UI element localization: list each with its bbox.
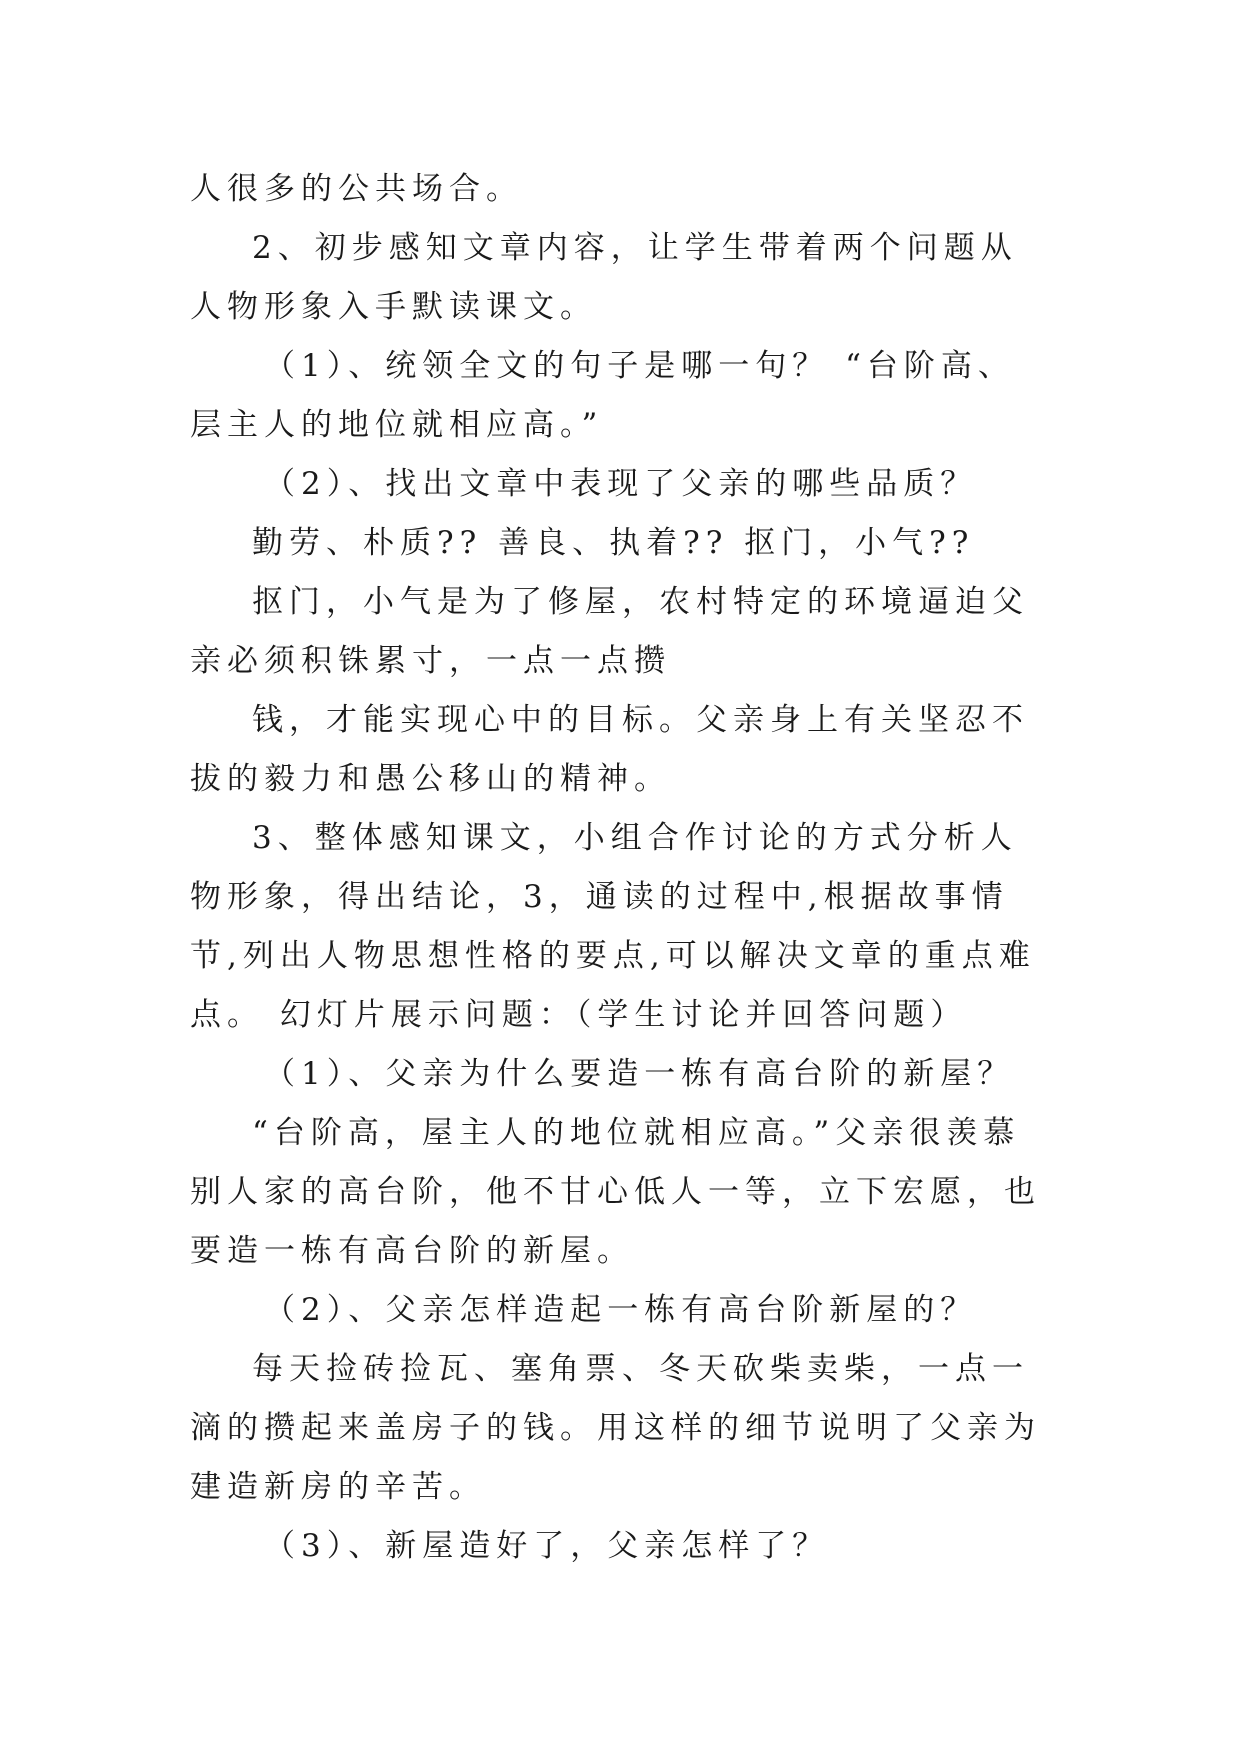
- paragraph-step-2: 2、初步感知文章内容，让学生带着两个问题从人物形象入手默读课文。: [190, 230, 1018, 325]
- paragraph-discussion-question-3: （3）、新屋造好了，父亲怎样了？: [264, 1528, 830, 1564]
- paragraph-step-3: 3、整体感知课文，小组合作讨论的方式分析人物形象，得出结论，3，通读的过程中,根据故事情节,列出人物思想性格的要点,可以解决文章的重点难点。 幻灯片展示问题：（学生讨论并回答问题）: [190, 820, 1036, 1033]
- paragraph-stingy-explanation: 抠门，小气是为了修屋，农村特定的环境逼迫父亲必须积铢累寸，一点一点攒: [190, 584, 1029, 679]
- paragraph-answer-2: 每天捡砖捡瓦、塞角票、冬天砍柴卖柴，一点一滴的攒起来盖房子的钱。用这样的细节说明了父亲为建造新房的辛苦。: [190, 1351, 1041, 1505]
- paragraph-question-1: （1）、统领全文的句子是哪一句？ “台阶高、层主人的地位就相应高。”: [190, 348, 1015, 443]
- paragraph-discussion-question-1: （1）、父亲为什么要造一栋有高台阶的新屋？: [264, 1056, 1015, 1092]
- paragraph-continuation: 人很多的公共场合。: [190, 171, 523, 207]
- paragraph-answer-1: “台阶高，屋主人的地位就相应高。”父亲很羡慕别人家的高台阶，他不甘心低人一等，立下宏愿，也要造一栋有高台阶的新屋。: [190, 1115, 1041, 1269]
- paragraph-money-goal: 钱，才能实现心中的目标。父亲身上有关坚忍不拔的毅力和愚公移山的精神。: [190, 702, 1029, 797]
- paragraph-discussion-question-2: （2）、父亲怎样造起一栋有高台阶新屋的？: [264, 1292, 978, 1328]
- document-body: [190, 160, 1050, 1576]
- paragraph-qualities: 勤劳、朴质?? 善良、执着?? 抠门，小气??: [252, 525, 975, 561]
- paragraph-question-2: （2）、找出文章中表现了父亲的哪些品质？: [264, 466, 978, 502]
